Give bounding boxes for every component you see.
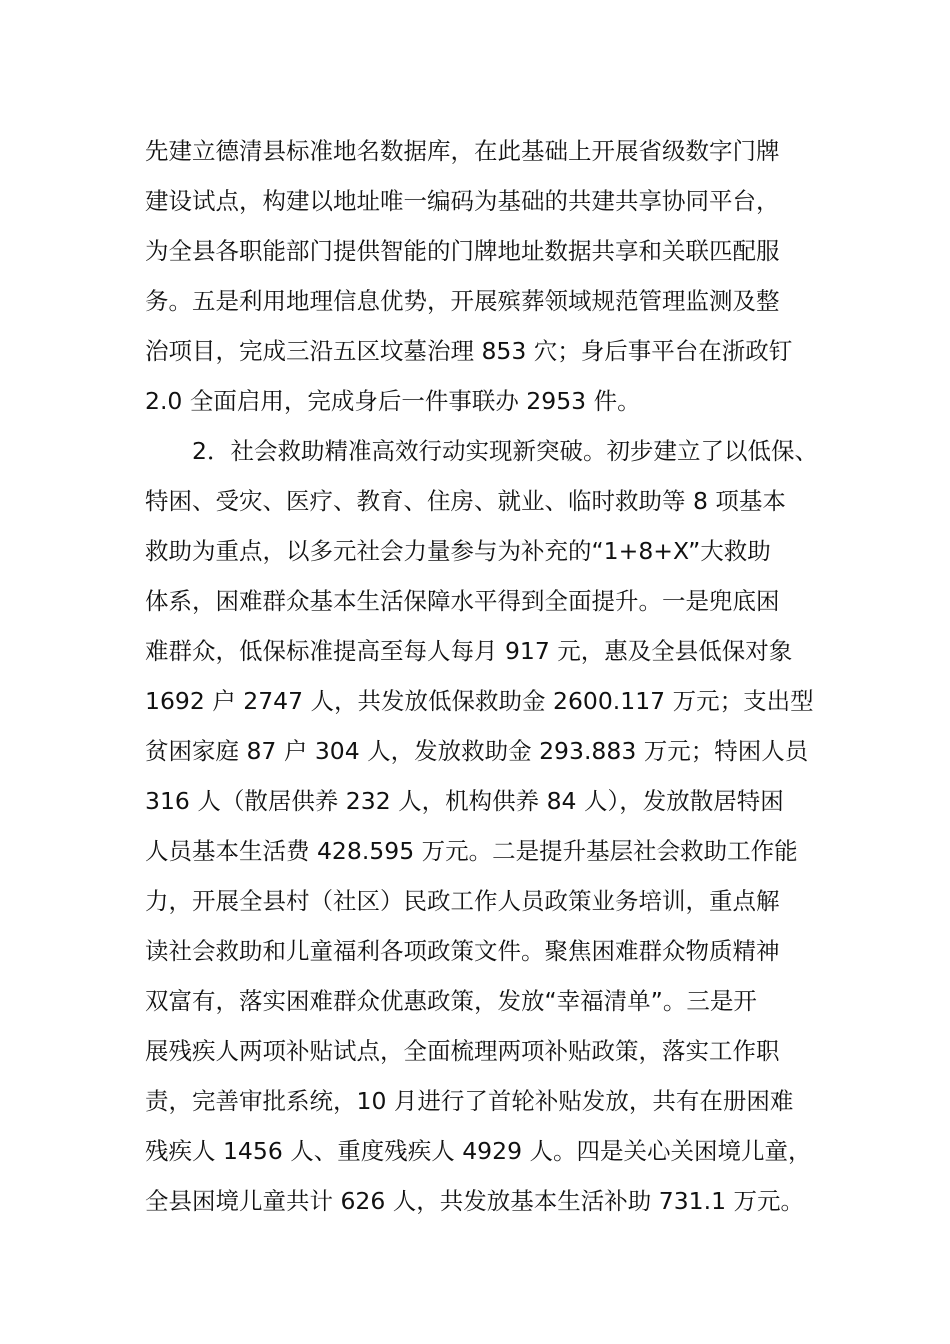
body-text	[145, 126, 835, 1226]
text-line: 责，完善审批系统，10 月进行了首轮补贴发放，共有在册困难	[145, 1087, 794, 1115]
text-line: 难群众，低保标准提高至每人每月 917 元，惠及全县低保对象	[145, 637, 793, 665]
text-line: 特困、受灾、医疗、教育、住房、就业、临时救助等 8 项基本	[145, 487, 786, 515]
text-line: 1692 户 2747 人，共发放低保救助金 2600.117 万元；支出型	[145, 687, 814, 715]
text-line: 残疾人 1456 人、重度残疾人 4929 人。四是关心关困境儿童，	[145, 1137, 812, 1165]
text-line: 务。五是利用地理信息优势，开展殡葬领域规范管理监测及整	[145, 287, 780, 315]
text-line: 读社会救助和儿童福利各项政策文件。聚焦困难群众物质精神	[145, 937, 780, 965]
text-line: 为全县各职能部门提供智能的门牌地址数据共享和关联匹配服	[145, 237, 780, 265]
text-line: 展残疾人两项补贴试点，全面梳理两项补贴政策，落实工作职	[145, 1037, 780, 1065]
text-line: 316 人（散居供养 232 人，机构供养 84 人），发放散居特困	[145, 787, 784, 815]
text-line: 贫困家庭 87 户 304 人，发放救助金 293.883 万元；特困人员	[145, 737, 809, 765]
text-line: 体系，困难群众基本生活保障水平得到全面提升。一是兜底困	[145, 587, 780, 615]
text-line: 建设试点，构建以地址唯一编码为基础的共建共享协同平台，	[145, 187, 780, 215]
text-line: 人员基本生活费 428.595 万元。二是提升基层社会救助工作能	[145, 837, 798, 865]
text-line: 全县困境儿童共计 626 人，共发放基本生活补助 731.1 万元。	[145, 1187, 805, 1215]
text-line: 救助为重点，以多元社会力量参与为补充的“1+8+X”大救助	[145, 537, 771, 565]
text-line: 双富有，落实困难群众优惠政策，发放“幸福清单”。三是开	[145, 987, 757, 1015]
paragraph-start-line: 2．社会救助精准高效行动实现新突破。初步建立了以低保、	[192, 437, 818, 465]
text-line: 力，开展全县村（社区）民政工作人员政策业务培训，重点解	[145, 887, 780, 915]
text-line: 先建立德清县标准地名数据库，在此基础上开展省级数字门牌	[145, 137, 780, 165]
text-line: 2.0 全面启用，完成身后一件事联办 2953 件。	[145, 387, 641, 415]
text-line: 治项目，完成三沿五区坟墓治理 853 穴；身后事平台在浙政钉	[145, 337, 793, 365]
